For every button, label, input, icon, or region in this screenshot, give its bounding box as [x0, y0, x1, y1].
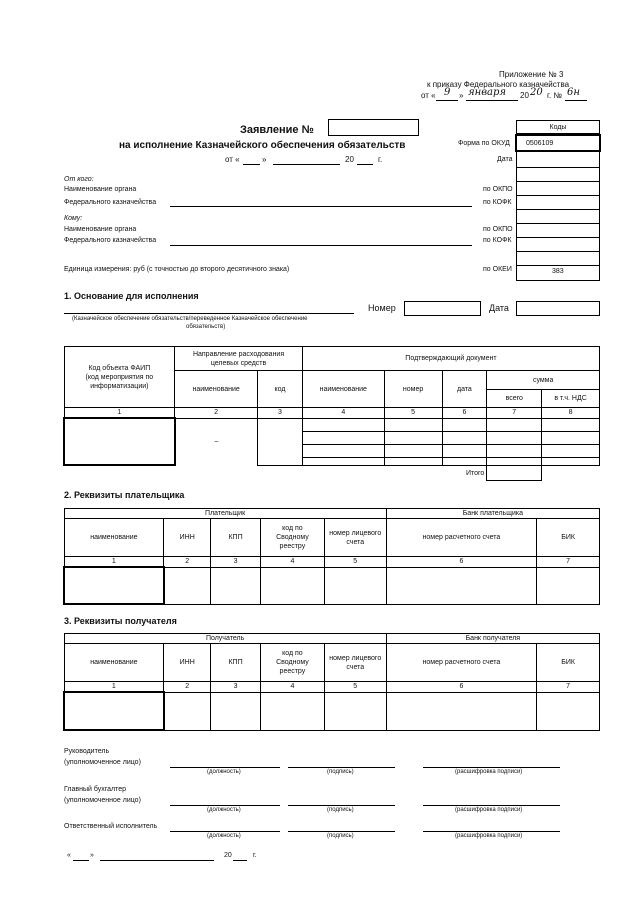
- signature-caption: (подпись): [327, 807, 354, 813]
- appendix-order-line: к приказу Федерального казначейства: [427, 80, 570, 89]
- to-label: Кому:: [64, 215, 83, 222]
- form-year-prefix: 20: [345, 155, 354, 164]
- col-bik: БИК: [537, 519, 600, 557]
- application-number-box[interactable]: [328, 119, 419, 136]
- position-caption: (должность): [207, 833, 241, 839]
- sign-year-prefix: 20: [224, 852, 232, 859]
- table-cell[interactable]: [542, 444, 600, 457]
- col-name: наименование: [64, 519, 164, 557]
- basis-caption1: (Казначейское обеспечение обязательств/переведенное Казначейское обеспечение: [72, 316, 308, 322]
- accountant-sublabel: (уполномоченное лицо): [64, 797, 141, 804]
- form-subtitle: на исполнение Казначейского обеспечения обязательств: [119, 140, 406, 151]
- okei-value: 383: [552, 268, 564, 275]
- itogo-label: Итого: [465, 469, 485, 477]
- col-doc-number: номер: [384, 371, 442, 408]
- table-cell[interactable]: [384, 431, 442, 444]
- appendix-number-prefix: г. №: [547, 91, 562, 100]
- head-signature-line[interactable]: [288, 767, 395, 768]
- col-num: 5: [384, 408, 442, 419]
- kofk-label-to: по КОФК: [483, 237, 512, 244]
- accountant-position-line[interactable]: [170, 805, 280, 806]
- head-sublabel: (уполномоченное лицо): [64, 759, 141, 766]
- col-registry-code: код по Сводному реестру: [260, 644, 324, 682]
- table-cell[interactable]: [542, 457, 600, 465]
- table-cell[interactable]: [537, 692, 600, 730]
- col-inn: ИНН: [164, 519, 211, 557]
- table-cell[interactable]: [302, 444, 384, 457]
- col-num: 2: [164, 557, 211, 568]
- from-field[interactable]: [170, 206, 472, 207]
- col-account: номер лицевого счета: [324, 519, 386, 557]
- head-position-line[interactable]: [170, 767, 280, 768]
- col-sum: сумма: [487, 371, 600, 390]
- appendix-number: 6н: [567, 87, 580, 98]
- sign-year-line[interactable]: [233, 860, 247, 861]
- table-cell[interactable]: [542, 431, 600, 444]
- head-label: Руководитель: [64, 748, 110, 755]
- col-num: 3: [211, 682, 261, 693]
- table-cell[interactable]: [211, 692, 261, 730]
- col-registry-code: код по Сводному реестру: [260, 519, 324, 557]
- col-inn: ИНН: [164, 644, 211, 682]
- decoding-caption: (расшифровка подписи): [455, 769, 523, 775]
- accountant-signature-line[interactable]: [288, 805, 395, 806]
- col-num: 4: [302, 408, 384, 419]
- appendix-year: 20: [530, 87, 543, 98]
- table-cell[interactable]: [324, 567, 386, 604]
- section3-title: 3. Реквизиты получателя: [64, 616, 177, 626]
- basis-field[interactable]: [64, 313, 354, 314]
- from-label: От кого:: [64, 176, 94, 183]
- col-direction-name: наименование: [175, 371, 258, 408]
- col-direction-code: код: [258, 371, 303, 408]
- basis-date-label: Дата: [489, 303, 509, 313]
- recipient-group: Получатель: [64, 634, 386, 644]
- col-num: 7: [537, 682, 600, 693]
- decoding-caption: (расшифровка подписи): [455, 807, 523, 813]
- table-cell[interactable]: [260, 692, 324, 730]
- table-cell[interactable]: [384, 418, 442, 431]
- table-cell[interactable]: [542, 418, 600, 431]
- recipient-bank-group: Банк получателя: [386, 634, 599, 644]
- executor-signature-line[interactable]: [288, 831, 395, 832]
- col-kpp: КПП: [211, 519, 261, 557]
- table-cell[interactable]: [442, 444, 487, 457]
- direction-code-cell[interactable]: [258, 418, 303, 465]
- col-num: 8: [542, 408, 600, 419]
- okei-label: по ОКЕИ: [483, 266, 512, 273]
- col-direction: Направление расходования целевых средств: [175, 347, 303, 371]
- payer-bank-group: Банк плательщика: [386, 509, 599, 519]
- table-cell[interactable]: [260, 567, 324, 604]
- table-cell[interactable]: [324, 692, 386, 730]
- basis-table: [63, 346, 600, 481]
- executor-position-line[interactable]: [170, 831, 280, 832]
- appendix-year-prefix: 20: [520, 91, 529, 100]
- position-caption: (должность): [207, 769, 241, 775]
- table-cell[interactable]: [164, 567, 211, 604]
- col-object-code: Код объекта ФАИП (код мероприятия по информатизации): [64, 347, 175, 408]
- col-num: 6: [386, 557, 536, 568]
- col-num: 4: [260, 557, 324, 568]
- accountant-label: Главный бухгалтер: [64, 786, 126, 793]
- table-cell[interactable]: [442, 457, 487, 465]
- sign-date-close: »: [90, 852, 94, 859]
- appendix-date-mid: »: [459, 91, 464, 100]
- col-name: наименование: [64, 644, 164, 682]
- kofk-label-from: по КОФК: [483, 199, 512, 206]
- okud-label: Форма по ОКУД: [458, 140, 510, 147]
- table-cell[interactable]: [386, 692, 536, 730]
- col-num: 3: [211, 557, 261, 568]
- payer-table: [63, 508, 600, 605]
- appendix-title: Приложение № 3: [499, 70, 564, 79]
- from-line1: Наименование органа: [64, 186, 137, 193]
- sign-day-line[interactable]: [73, 860, 89, 861]
- col-num: 7: [537, 557, 600, 568]
- table-cell[interactable]: [164, 692, 211, 730]
- basis-date-box[interactable]: [516, 301, 600, 316]
- form-year-suffix: г.: [378, 155, 383, 164]
- col-num: 2: [175, 408, 258, 419]
- col-num: 1: [64, 408, 175, 419]
- table-cell[interactable]: [442, 418, 487, 431]
- col-settlement-account: номер расчетного счета: [386, 519, 536, 557]
- table-cell[interactable]: [487, 418, 542, 431]
- appendix-date-prefix: от «: [421, 91, 436, 100]
- form-date-mid: »: [262, 155, 267, 164]
- table-cell[interactable]: [384, 444, 442, 457]
- col-num: 1: [64, 682, 164, 693]
- table-cell[interactable]: [487, 431, 542, 444]
- table-cell[interactable]: [386, 567, 536, 604]
- col-num: 1: [64, 557, 164, 568]
- signature-caption: (подпись): [327, 769, 354, 775]
- form-title: Заявление №: [240, 124, 314, 136]
- sign-year-suffix: г.: [253, 852, 257, 859]
- col-num: 6: [442, 408, 487, 419]
- decoding-caption: (расшифровка подписи): [455, 833, 523, 839]
- recipient-table: [63, 633, 600, 731]
- sign-month-line[interactable]: [100, 860, 214, 861]
- col-bik: БИК: [537, 644, 600, 682]
- form-date-prefix: от «: [225, 155, 240, 164]
- payer-group: Плательщик: [64, 509, 386, 519]
- col-settlement-account: номер расчетного счета: [386, 644, 536, 682]
- okpo-label-from: по ОКПО: [483, 186, 513, 193]
- sign-date-open: «: [67, 852, 71, 859]
- col-kpp: КПП: [211, 644, 261, 682]
- codes-header: Коды: [549, 124, 567, 131]
- col-num: 4: [260, 682, 324, 693]
- appendix-day: 9: [444, 87, 451, 98]
- table-cell[interactable]: [487, 457, 542, 465]
- basis-number-label: Номер: [368, 303, 396, 313]
- to-line2: Федерального казначейства: [64, 237, 157, 244]
- table-cell[interactable]: [302, 418, 384, 431]
- table-cell[interactable]: [302, 431, 384, 444]
- from-line2: Федерального казначейства: [64, 199, 157, 206]
- direction-name-cell[interactable]: –: [175, 418, 258, 465]
- col-account: номер лицевого счета: [324, 644, 386, 682]
- col-num: 5: [324, 682, 386, 693]
- date-label: Дата: [497, 156, 513, 163]
- signature-caption: (подпись): [327, 833, 354, 839]
- executor-label: Ответственный исполнитель: [64, 823, 158, 830]
- table-cell[interactable]: [211, 567, 261, 604]
- col-document: Подтверждающий документ: [302, 347, 599, 371]
- executor-decoding-line[interactable]: [423, 831, 560, 832]
- col-num: 5: [324, 557, 386, 568]
- table-cell[interactable]: [442, 431, 487, 444]
- col-doc-name: наименование: [302, 371, 384, 408]
- unit-text: Единица измерения: руб (с точностью до второго десятичного знака): [64, 266, 290, 273]
- table-cell[interactable]: [302, 457, 384, 465]
- basis-number-box[interactable]: [404, 301, 481, 316]
- payer-name-cell[interactable]: [64, 567, 164, 604]
- section2-title: 2. Реквизиты плательщика: [64, 490, 185, 500]
- basis-caption2: обязательств): [186, 324, 226, 330]
- okpo-label-to: по ОКПО: [483, 226, 513, 233]
- okud-value: 0506109: [526, 140, 554, 147]
- to-field[interactable]: [170, 245, 472, 246]
- position-caption: (должность): [207, 807, 241, 813]
- appendix-month: января: [468, 87, 507, 98]
- table-cell[interactable]: [384, 457, 442, 465]
- head-decoding-line[interactable]: [423, 767, 560, 768]
- col-num: 3: [258, 408, 303, 419]
- col-num: 6: [386, 682, 536, 693]
- itogo-total-cell[interactable]: [487, 465, 542, 480]
- to-line1: Наименование органа: [64, 226, 137, 233]
- section1-title: 1. Основание для исполнения: [64, 291, 199, 301]
- col-doc-date: дата: [442, 371, 487, 408]
- accountant-decoding-line[interactable]: [423, 805, 560, 806]
- col-sum-total: всего: [487, 390, 542, 408]
- recipient-name-cell[interactable]: [64, 692, 164, 730]
- col-num: 7: [487, 408, 542, 419]
- col-sum-vat: в т.ч. НДС: [542, 390, 600, 408]
- col-num: 2: [164, 682, 211, 693]
- table-cell[interactable]: [537, 567, 600, 604]
- object-code-cell[interactable]: [64, 418, 175, 465]
- table-cell[interactable]: [487, 444, 542, 457]
